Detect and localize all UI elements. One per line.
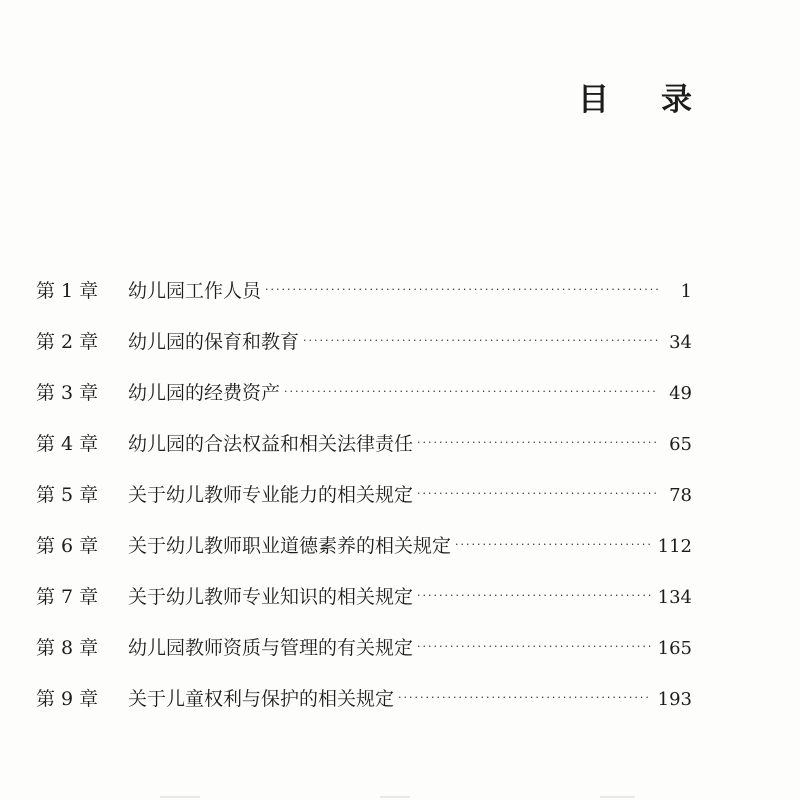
title-char-1: 目 — [578, 82, 609, 118]
chapter-title: 关于儿童权利与保护的相关规定 — [128, 688, 395, 710]
chapter-title: 幼儿园工作人员 — [128, 280, 262, 302]
dot-leader — [265, 283, 658, 296]
chapter-number: 第 6 章 — [36, 535, 99, 557]
page-number: 1 — [680, 281, 692, 302]
page-number: 34 — [669, 332, 692, 353]
page-number: 78 — [669, 485, 692, 506]
chapter-number: 第 4 章 — [36, 433, 99, 455]
chapter-number: 第 7 章 — [36, 586, 99, 608]
dot-leader — [398, 691, 652, 704]
toc-entry-9[interactable] — [36, 684, 692, 735]
toc-entry-3[interactable] — [36, 378, 692, 429]
toc-entry-5[interactable] — [36, 480, 692, 531]
chapter-number: 第 9 章 — [36, 688, 99, 710]
scan-smudge — [600, 796, 635, 798]
chapter-title: 关于幼儿教师职业道德素养的相关规定 — [128, 535, 452, 557]
toc-entry-7[interactable] — [36, 582, 692, 633]
page-title — [578, 74, 692, 119]
chapter-number: 第 3 章 — [36, 382, 99, 404]
chapter-number: 第 8 章 — [36, 637, 99, 659]
dot-leader — [417, 640, 652, 653]
page-number: 49 — [669, 383, 692, 404]
scan-smudge — [160, 796, 200, 798]
chapter-number: 第 1 章 — [36, 280, 99, 302]
page-number: 112 — [657, 536, 692, 557]
chapter-title: 幼儿园的经费资产 — [128, 382, 281, 404]
table-of-contents — [36, 276, 692, 735]
chapter-title: 幼儿园教师资质与管理的有关规定 — [128, 637, 414, 659]
page-number: 165 — [657, 638, 692, 659]
toc-entry-8[interactable] — [36, 633, 692, 684]
dot-leader — [417, 589, 652, 602]
chapter-title: 幼儿园的合法权益和相关法律责任 — [128, 433, 414, 455]
chapter-title: 幼儿园的保育和教育 — [128, 331, 300, 353]
page-number: 134 — [657, 587, 692, 608]
chapter-number: 第 5 章 — [36, 484, 99, 506]
toc-entry-4[interactable] — [36, 429, 692, 480]
toc-entry-6[interactable] — [36, 531, 692, 582]
dot-leader — [455, 538, 652, 551]
chapter-number: 第 2 章 — [36, 331, 99, 353]
dot-leader — [417, 487, 658, 500]
scan-smudge — [380, 796, 410, 798]
toc-entry-1[interactable] — [36, 276, 692, 327]
chapter-title: 关于幼儿教师专业能力的相关规定 — [128, 484, 414, 506]
page-number: 65 — [669, 434, 692, 455]
toc-entry-2[interactable] — [36, 327, 692, 378]
chapter-title: 关于幼儿教师专业知识的相关规定 — [128, 586, 414, 608]
dot-leader — [284, 385, 658, 398]
dot-leader — [417, 436, 658, 449]
page-number: 193 — [657, 689, 692, 710]
dot-leader — [303, 334, 658, 347]
title-char-2: 录 — [661, 82, 692, 118]
